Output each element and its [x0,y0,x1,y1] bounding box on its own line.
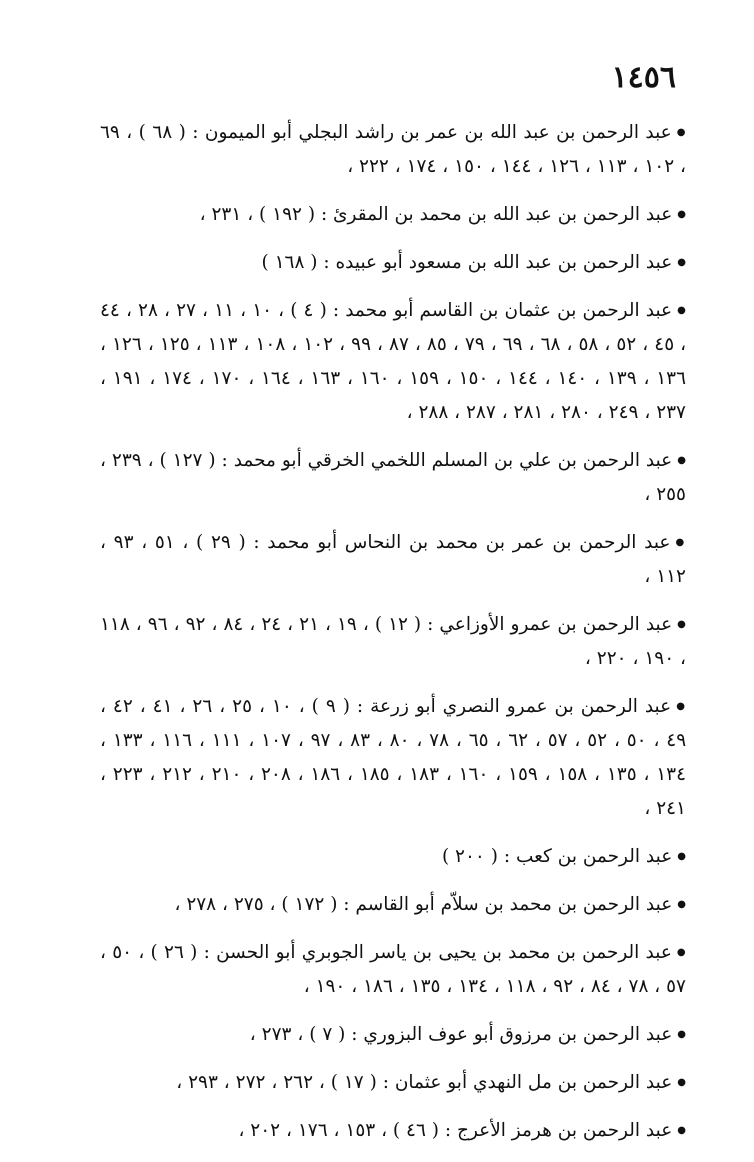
entry-text: عبد الرحمن بن محمد بن يحيى بن ياسر الجوبري أبو الحسن : ( ٢٦ ) ، ٥٠ ، ٥٧ ، ٧٨ ، ٨٤ ، ٩٢ ، ١١٨ ، ١٣٤ ، ١٣٥ ، ١٨٦ ، ١٩٠ ، [100,942,686,997]
entry-text: عبد الرحمن بن عمر بن محمد بن النحاس أبو محمد : ( ٢٩ ) ، ٥١ ، ٩٣ ، ١١٢ ، [100,532,686,587]
bullet-icon: ● [677,455,686,466]
index-entry [100,1114,686,1148]
index-entry [100,198,686,232]
entry-text: عبد الرحمن بن مرزوق أبو عوف البزوري : ( ٧ ) ، ٢٧٣ ، [249,1024,673,1045]
entry-text: عبد الرحمن بن علي بن المسلم اللخمي الخرقي أبو محمد : ( ١٢٧ ) ، ٢٣٩ ، ٢٥٥ ، [100,450,686,505]
entry-text: عبد الرحمن بن عمرو الأوزاعي : ( ١٢ ) ، ١٩ ، ٢١ ، ٢٤ ، ٨٤ ، ٩٢ ، ٩٦ ، ١١٨ ، ١٩٠ ، ٢٢٠ ، [100,614,686,669]
entry-text: عبد الرحمن بن عبد الله بن محمد بن المقرئ : ( ١٩٢ ) ، ٢٣١ ، [199,204,673,225]
index-entry [100,690,686,826]
index-entries [100,116,686,1162]
page-number: ١٤٥٦ [611,60,676,95]
entry-text: عبد الرحمن بن عبد الله بن عمر بن راشد البجلي أبو الميمون : ( ٦٨ ) ، ٦٩ ، ١٠٢ ، ١١٣ ، ١٢٦ ، ١٤٤ ، ١٥٠ ، ١٧٤ ، ٢٢٢ ، [100,122,686,177]
entry-text: عبد الرحمن بن عثمان بن القاسم أبو محمد : ( ٤ ) ، ١٠ ، ١١ ، ٢٧ ، ٢٨ ، ٤٤ ، ٤٥ ، ٥٢ ، ٥٨ ، ٦٨ ، ٦٩ ، ٧٩ ، ٨٥ ، ٨٧ ، ٩٩ ، ١٠٢ ، ١٠٨ ، ١١٣ ، ١٢٥ ، ١٢٦ ، ١٣٦ ، ١٣٩ ، ١٤٠ ، ١٤٤ ، ١٥٠ ، ١٥٩ ، ١٦٠ ، ١٦٣ ، ١٦٤ ، ١٧٠ ، ١٧٤ ، ١٩١ ، ٢٣٧ ، ٢٤٩ ، ٢٨٠ ، ٢٨١ ، ٢٨٧ ، ٢٨٨ ، [100,300,687,423]
bullet-icon: ● [676,127,686,138]
entry-text: عبد الرحمن بن هرمز الأعرج : ( ٤٦ ) ، ١٥٣ ، ١٧٦ ، ٢٠٢ ، [238,1120,673,1141]
bullet-icon: ● [677,209,686,220]
bullet-icon: ● [677,305,687,316]
index-entry [100,246,686,280]
index-entry [100,608,686,676]
index-entry [100,888,686,922]
bullet-icon: ● [675,537,686,548]
bullet-icon: ● [676,947,686,958]
entry-text: عبد الرحمن بن عبد الله بن مسعود أبو عبيده : ( ١٦٨ ) [261,252,673,273]
index-entry [100,1018,686,1052]
bullet-icon: ● [677,899,686,910]
bullet-icon: ● [677,257,686,268]
index-entry [100,1066,686,1100]
index-entry [100,444,686,512]
index-entry [100,116,686,184]
entry-text: عبد الرحمن بن مل النهدي أبو عثمان : ( ١٧ ) ، ٢٦٢ ، ٢٧٢ ، ٢٩٣ ، [176,1072,673,1093]
bullet-icon: ● [677,1077,686,1088]
bullet-icon: ● [677,619,686,630]
bullet-icon: ● [677,1029,686,1040]
entry-text: عبد الرحمن بن عمرو النصري أبو زرعة : ( ٩ ) ، ١٠ ، ٢٥ ، ٢٦ ، ٤١ ، ٤٢ ، ٤٩ ، ٥٠ ، ٥٢ ، ٥٧ ، ٦٢ ، ٦٥ ، ٧٨ ، ٨٠ ، ٨٣ ، ٩٧ ، ١٠٧ ، ١١١ ، ١١٦ ، ١٣٣ ، ١٣٤ ، ١٣٥ ، ١٥٨ ، ١٥٩ ، ١٦٠ ، ١٨٣ ، ١٨٥ ، ١٨٦ ، ٢٠٨ ، ٢١٠ ، ٢١٢ ، ٢٢٣ ، ٢٤١ ، [100,696,687,819]
index-entry [100,840,686,874]
bullet-icon: ● [677,851,686,862]
entry-text: عبد الرحمن بن محمد بن سلاّم أبو القاسم : ( ١٧٢ ) ، ٢٧٥ ، ٢٧٨ ، [174,894,673,915]
index-entry [100,936,686,1004]
index-entry [100,294,686,430]
bullet-icon: ● [677,1125,686,1136]
index-entry [100,526,686,594]
entry-text: عبد الرحمن بن كعب : ( ٢٠٠ ) [441,846,673,867]
bullet-icon: ● [676,701,686,712]
